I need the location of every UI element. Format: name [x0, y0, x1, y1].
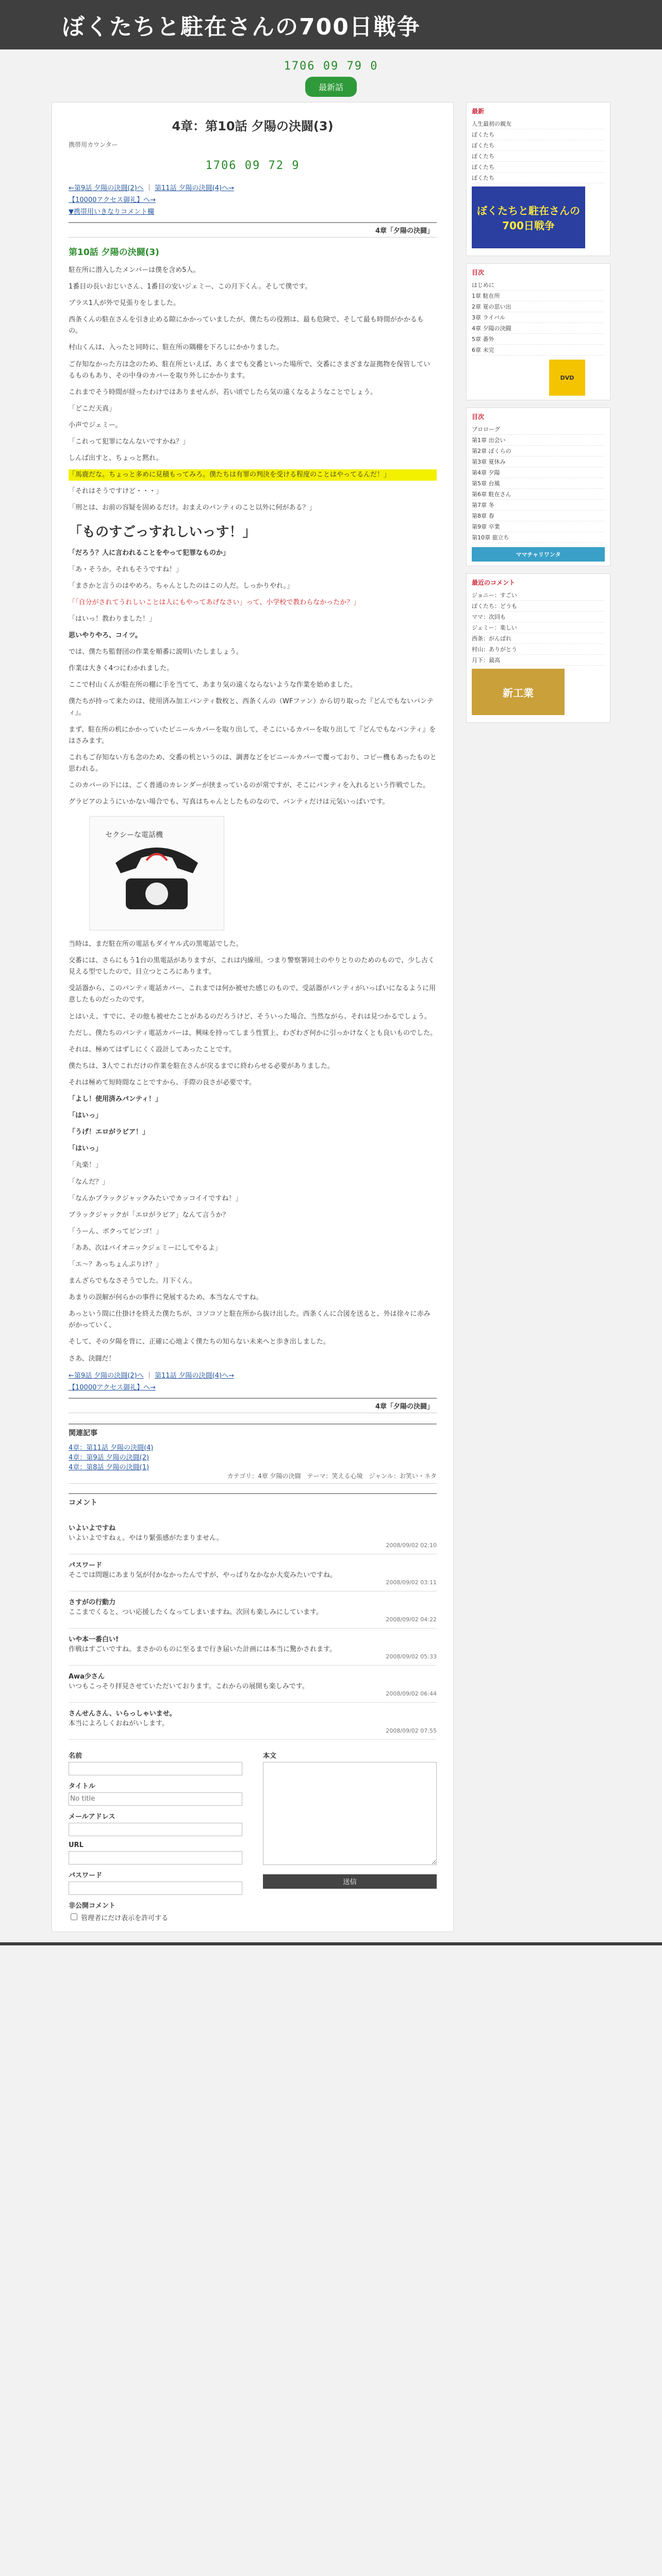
dialogue-line: 「はいっ」: [69, 1145, 103, 1153]
mobile-counter: 1706 09 72 9: [205, 159, 300, 172]
paragraph: 駐在所に潜入したメンバーは僕を含め5人。: [69, 266, 200, 274]
comment-name: さんせんさん、いらっしゃいませ。: [69, 1709, 176, 1718]
comments-section: [69, 1493, 437, 1740]
comment-name: Awa少さん: [69, 1672, 105, 1681]
chapter-bar: 4章「夕陽の決闘」: [69, 222, 437, 238]
paragraph: 「あ・そうか。それもそうですね！」: [69, 565, 183, 573]
side-chapters: [466, 263, 610, 400]
comment-body: いよいよですねぇ。やはり緊張感がたまりません。: [69, 1534, 223, 1542]
paragraph: 僕たちが持って来たのは、使用済み加工パンティ数枚と、西条くんの（WFファン）から切り取った『どんでもないパンティ』。: [69, 698, 434, 717]
next-link[interactable]: 第11話 夕陽の決闘(4)へ→: [154, 184, 234, 192]
side-list-item[interactable]: 第6章 駐在さん: [472, 489, 605, 500]
thanks-link[interactable]: 【10000アクセス御礼】へ→: [69, 196, 156, 204]
paragraph: ただし、僕たちのパンティ電話カバーは、興味を持ってしまう性質上、わざわざ何かに引っかけなくとも良いものでした。: [69, 1029, 437, 1037]
related-posts: [69, 1423, 437, 1484]
name-label: 名前: [69, 1752, 82, 1760]
dialogue-line: 「うげ！エロがラビア！」: [69, 1128, 150, 1137]
prev-link[interactable]: ←第9話 夕陽の決闘(2)へ: [69, 184, 144, 192]
dvd-badge[interactable]: DVD: [549, 360, 585, 396]
comment-meta: 2008/09/02 02:10: [386, 1541, 437, 1549]
submit-button[interactable]: 送信: [263, 1874, 437, 1889]
dialogue-line: 「ああ、次はバイオニックジェミーにしてやるよ」: [69, 1244, 222, 1252]
paragraph: ご存知なかった方は念のため、駐在所といえば、あくまでも交番といった場所で、交番にさまざまな証拠物を保管しているものもあり、その中身のカバーを取り外しにかかります。: [69, 360, 431, 380]
side-latest: [466, 102, 610, 256]
paragraph: 西条くんの駐在さんを引き止める隙にかかっていましたが、僕たちの役割は、最も危険で、そして最も時間がかかるもの。: [69, 316, 424, 335]
paragraph: それは極めて短時間なことですから、手際の良さが必要です。: [69, 1078, 256, 1087]
side-list-item[interactable]: 第2章 ぼくらの: [472, 446, 605, 456]
side-list-title: 目次: [472, 413, 485, 420]
side-list-item[interactable]: 第9章 卒業: [472, 521, 605, 532]
url-input[interactable]: [69, 1851, 242, 1865]
comment-item: [69, 1666, 437, 1703]
paragraph: 「どこだ天真」: [69, 404, 116, 413]
dialogue-line: 「うーん、ボクってビンゴ！」: [69, 1227, 163, 1235]
side-chapter-item[interactable]: 4章 夕陽の決闘: [472, 323, 605, 334]
side-list-item[interactable]: 第4章 夕陽: [472, 467, 605, 478]
title-label: タイトル: [69, 1782, 95, 1790]
content-wrapper: [52, 102, 610, 1932]
paragraph: では、僕たち監督団の作業を順番に説明いたしましょう。: [69, 648, 243, 656]
side-recent-item[interactable]: ジョニー：すごい: [472, 590, 605, 601]
side-list-item[interactable]: 第10章 旅立ち: [472, 532, 605, 543]
paragraph: 「だろう？人に言われることをやって犯罪なものか」: [69, 549, 230, 557]
paragraph: これもご存知ない方も念のため、交番の机というのは、調書などをビニールカバーで覆っており、コピー機もあったものと思われる。: [69, 753, 437, 773]
side-recent-comments: [466, 573, 610, 723]
newest-button[interactable]: 最新話: [305, 77, 357, 97]
related-link[interactable]: 4章：第11話 夕陽の決闘(4): [69, 1444, 154, 1452]
paragraph: とはいえ、すでに、その他も被せたことがあるのだろうけど、そういった場合、当然ながら、それは見つかるでしょう。: [69, 1012, 432, 1021]
side-chapter-item[interactable]: 5章 番外: [472, 334, 605, 345]
comment-name: いよいよですね: [69, 1524, 116, 1532]
body-textarea[interactable]: [263, 1762, 437, 1865]
side-recent-item[interactable]: ぼくたち：どうも: [472, 601, 605, 612]
dialogue-line: 「なんかブラックジャックみたいでカッコイイですね！」: [69, 1194, 242, 1202]
comment-form: [69, 1750, 437, 1922]
password-label: パスワード: [69, 1871, 103, 1879]
paragraph: しんば出すと、ちょっと黙れ。: [69, 454, 163, 463]
paragraph: これまでそう時間が経ったわけではありませんが、若い頃でしたら気の遠くなるようなことでしょう。: [69, 388, 377, 396]
body-label: 本文: [263, 1752, 277, 1760]
phone-caption: セクシーな電話機: [105, 831, 163, 840]
comment-jump-link[interactable]: ▼携帯用いきなりコメント欄: [69, 208, 154, 216]
side-latest-item[interactable]: ぼくたち: [472, 129, 605, 140]
comment-item: [69, 1629, 437, 1666]
comment-item: [69, 1591, 437, 1629]
dialogue-line: あまりの誤解が何らかの事件に発展するため、本当なんですね。: [69, 1294, 263, 1302]
url-label: URL: [69, 1841, 84, 1849]
comment-body: ここまでくると、つい応援したくなってしまいますね。次回も楽しみにしています。: [69, 1608, 323, 1616]
side-recent-title: 最近のコメント: [472, 579, 516, 586]
side-chapters-title: 目次: [472, 269, 485, 276]
paragraph: このカバーの下には、ごく普通のカレンダーが挟まっているのが常ですが、そこにパンティを入れるという作戦でした。: [69, 781, 430, 789]
dialogue-line: さあ、決闘だ！: [69, 1354, 115, 1363]
category-line: カテゴリ：4章 夕陽の決闘 テーマ：笑える心境 ジャンル：お笑い・ネタ: [69, 1471, 437, 1484]
paragraph: 僕たちは、3人でこれだけの作業を駐在さんが戻るまでに終わらせる必要がありました。: [69, 1062, 334, 1070]
paragraph: まず、駐在所の机にかかっていたビニールカバーを取り出して、そこにいるカバーを取り出して『どんでもなパンティ』をはさみます。: [69, 725, 436, 745]
paragraph: 思いやりやろ、コイツ。: [69, 631, 142, 639]
paragraph: 作業は大きく4つにわかれました。: [69, 665, 174, 673]
paragraph: プラス1人が外で見張りをしました。: [69, 299, 180, 308]
side-list-item[interactable]: 第1章 出会い: [472, 435, 605, 446]
comment-meta: 2008/09/02 07:55: [386, 1727, 437, 1734]
paragraph: 村山くんは、入ったと同時に、駐在所の隅棚を下ろしにかかりました。: [69, 344, 284, 352]
comment-body: いつもこっそり拝見させていただいております。これからの展開も楽しみです。: [69, 1682, 309, 1690]
side-chapter-item[interactable]: はじめに: [472, 280, 605, 291]
next-link-bottom[interactable]: 第11話 夕陽の決闘(4)へ→: [154, 1371, 234, 1380]
bottom-nav-links: ←第9話 夕陽の決闘(2)へ ｜ 第11話 夕陽の決闘(4)へ→ 【10000アクセス御礼】へ→: [69, 1371, 234, 1392]
name-input[interactable]: [69, 1762, 242, 1775]
paragraph: 「はいっ！教わりました！」: [69, 615, 156, 623]
side-recent-item[interactable]: 西条：がんばれ: [472, 633, 605, 644]
paragraph: ここで村山くんが駐在所の棚に手を当てて、あまり気の遠くならないような作業を始めました。: [69, 681, 357, 689]
side-recent-item[interactable]: ママ：次回も: [472, 612, 605, 622]
comment-name: さすがの行動力: [69, 1598, 116, 1606]
comment-meta: 2008/09/02 03:11: [386, 1579, 437, 1586]
comment-name: パスワード: [69, 1561, 103, 1569]
dialogue-line: 「丸楽！」: [69, 1161, 103, 1170]
comment-body: そこでは問題にあまり気が付かなかったんですが、やっぱりなかなか大変みたいですね。: [69, 1571, 337, 1579]
dialogue-line: まんざらでもなさそうでした。月下くん。: [69, 1277, 196, 1285]
secret-label: 非公開コメント: [69, 1902, 116, 1910]
side-latest-item[interactable]: ぼくたち: [472, 162, 605, 173]
side-latest-item[interactable]: 人生最初の親友: [472, 118, 605, 129]
phone-illustration: [89, 816, 224, 930]
comment-item: [69, 1703, 437, 1740]
telephone-icon: [95, 822, 219, 925]
top-nav-links: ←第9話 夕陽の決闘(2)へ ｜ 第11話 夕陽の決闘(4)へ→ 【10000アクセス御礼】へ→ ▼携帯用いきなりコメント欄: [69, 184, 234, 216]
big-quote: 「ものすごっすれしいっす！」: [69, 524, 256, 540]
section-title: 第10話 夕陽の決闘(3): [69, 247, 159, 258]
dialogue-line: あっという間に仕掛けを終えた僕たちが、コソコソと駐在所から抜け出した。西条くんに合図を送ると、外は徐々に赤みがかっていく、: [69, 1310, 431, 1330]
comments-title: コメント: [69, 1493, 437, 1507]
side-list: [466, 408, 610, 566]
side-list-item[interactable]: 第8章 春: [472, 511, 605, 521]
side-chapter-item[interactable]: 6章 未完: [472, 345, 605, 355]
comment-body: 作戦はすごいですね。まさかのものに至るまで行き届いた計画には本当に驚かされます。: [69, 1645, 336, 1653]
related-title: 関連記事: [69, 1423, 437, 1438]
paragraph: 小声でジェミー。: [69, 421, 122, 429]
dialogue-line: そして、その夕陽を背に、正確に心地よく僕たちの知らない未来へと歩き出しました。: [69, 1338, 330, 1346]
side-chapter-item[interactable]: 1章 駐在所: [472, 291, 605, 301]
side-latest-item[interactable]: ぼくたち: [472, 173, 605, 183]
book-banner[interactable]: ぼくたちと駐在さんの700日戦争: [472, 187, 585, 248]
side-list-item[interactable]: 第7章 冬: [472, 500, 605, 511]
secondary-banner[interactable]: 新工業: [472, 669, 565, 715]
comment-body: 本当によろしくおねがいします。: [69, 1719, 169, 1727]
dialogue-line: 「よし！使用済みパンティ！」: [69, 1095, 162, 1104]
site-title[interactable]: ぼくたちと駐在さんの700日戦争: [62, 14, 421, 40]
related-link[interactable]: 4章：第9話 夕陽の決闘(2): [69, 1453, 150, 1462]
related-link[interactable]: 4章：第8話 夕陽の決闘(1): [69, 1463, 150, 1471]
paragraph-highlight: 「馬鹿だな。ちょっと多めに見積もってみろ。僕たちは有罪の判決を受ける程度のことはやってるんだ！」: [69, 469, 437, 481]
comment-meta: 2008/09/02 05:33: [386, 1653, 437, 1660]
paragraph: 「まさかと言うのはやめろ。ちゃんとしたのはこの人だ。しっかりやれ。」: [69, 582, 294, 590]
dialogue-line: 「エ〜？あっちょんぷりけ？」: [69, 1260, 162, 1268]
side-chapter-item[interactable]: 2章 夏の思い出: [472, 301, 605, 312]
comment-name: いや本一番白い!: [69, 1635, 119, 1643]
post-title: 4章：第10話 夕陽の決闘(3): [172, 119, 334, 133]
mail-label: メールアドレス: [69, 1812, 115, 1821]
paragraph: 「刑とは、お前の容疑を固めるだけ。おまえのパンティのこと以外に何がある？」: [69, 504, 316, 512]
side-list-item[interactable]: 第3章 夏休み: [472, 456, 605, 467]
dialogue-line: ブラックジャックが「エロがラビア」なんて言うか？: [69, 1211, 229, 1219]
side-latest-title: 最新: [472, 108, 485, 115]
subbar: [0, 49, 662, 102]
side-latest-item[interactable]: ぼくたち: [472, 151, 605, 162]
mail-input[interactable]: [69, 1823, 242, 1836]
prev-link-bottom[interactable]: ←第9話 夕陽の決闘(2)へ: [69, 1371, 144, 1380]
paragraph: 交番には、さらにもう1台の黒電話がありますが、これは内線用。つまり警察署同士のやりとりのためのもので、少し古く見える型でしたので、目立つところにあります。: [69, 957, 435, 976]
footer-bar: [0, 1942, 662, 1945]
dialogue-line: 「はいっ」: [69, 1112, 103, 1120]
side-recent-item[interactable]: 村山：ありがとう: [472, 644, 605, 655]
title-input[interactable]: [69, 1792, 242, 1806]
password-input[interactable]: [69, 1882, 242, 1895]
thanks-link-bottom[interactable]: 【10000アクセス御礼】へ→: [69, 1383, 156, 1392]
comment-meta: 2008/09/02 04:22: [386, 1616, 437, 1623]
paragraph: 「これって犯罪になんないですかね？」: [69, 438, 190, 446]
comment-item: [69, 1554, 437, 1591]
side-list-item[interactable]: 第5章 台風: [472, 478, 605, 489]
secret-checkbox-label: 管理者にだけ表示を許可する: [81, 1914, 169, 1922]
side-chapter-item[interactable]: 3章 ライバル: [472, 312, 605, 323]
paragraph: 「それはそうですけど・・・」: [69, 487, 163, 496]
secret-checkbox[interactable]: [71, 1913, 77, 1920]
side-recent-item[interactable]: 月下：最高: [472, 655, 605, 666]
side-list-item[interactable]: プロローグ: [472, 424, 605, 435]
access-counter: 1706 09 79 0: [284, 60, 378, 73]
chapter-bar-bottom: 4章「夕陽の決闘」: [69, 1398, 437, 1413]
paragraph: それは、極めてはずしにくく設計してあったことです。: [69, 1045, 236, 1054]
sidebar: [466, 102, 610, 1932]
main-article: [52, 102, 454, 1932]
dialogue-line: 「なんだ？」: [69, 1178, 109, 1186]
mini-banner[interactable]: ママチャリワンタ: [472, 547, 605, 562]
site-header: [0, 0, 662, 49]
paragraph-red: 「「自分がされてうれしいことは人にもやってあげなさい」って、小学校で教わらなかったか？」: [69, 598, 360, 606]
paragraph: 当時は、まだ駐在所の電話もダイヤル式の黒電話でした。: [69, 940, 243, 948]
paragraph: 受話器から、このパンティ電話カバー、これまでは何か被せた感じのもので、受話器がパンティがいっぱいになるように用意したものだったのです。: [69, 985, 436, 1004]
paragraph: グラビアのようにいかない場合でも、写真はちゃんとしたものなので、パンティだけは元気いっぱいです。: [69, 798, 389, 806]
comment-meta: 2008/09/02 06:44: [386, 1690, 437, 1697]
mobile-counter-label: 携帯用カウンター: [69, 141, 118, 148]
paragraph: 1番目の長いおじいさん、1番目の安いジェミー、この月下くん。そして僕です。: [69, 283, 312, 291]
side-latest-item[interactable]: ぼくたち: [472, 140, 605, 151]
side-recent-item[interactable]: ジェミー：楽しい: [472, 622, 605, 633]
article-body: [69, 265, 437, 1365]
comment-item: [69, 1517, 437, 1554]
